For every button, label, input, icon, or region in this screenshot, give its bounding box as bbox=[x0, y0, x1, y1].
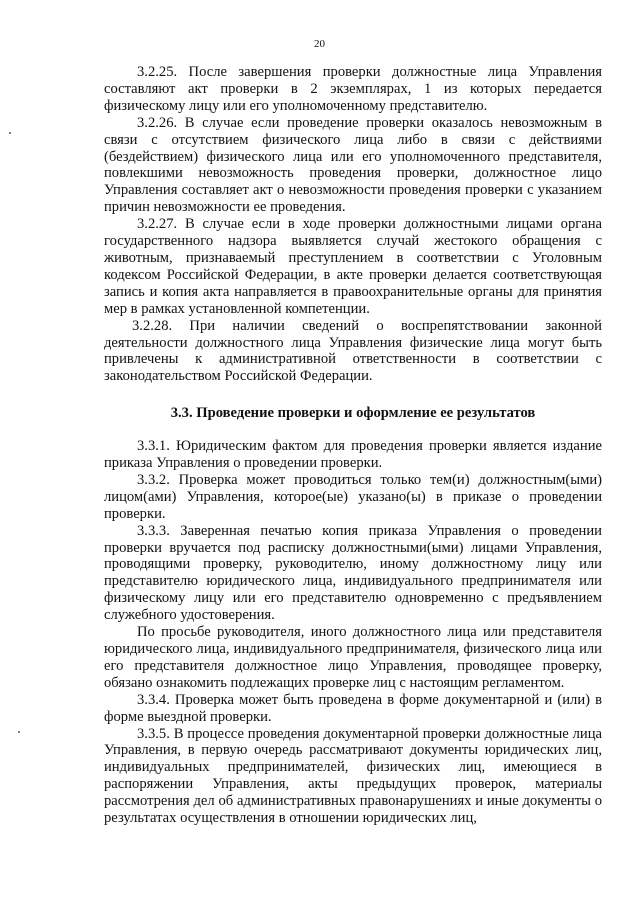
paragraph-3-3-3: 3.3.3. Заверенная печатью копия приказа Управления о проведении проверки вручается под расписку должностными(ыми) лицами Управления, проводящими проверку, руководителю, иному должностному лицу или представителю юридического лица, индивидуального предпринимателя или физическому лицу или его представителю одновременно с предъявлением служебного удостоверения. bbox=[104, 522, 602, 624]
paragraph-3-2-26: 3.2.26. В случае если проведение проверки оказалось невозможным в связи с отсутствием физического лица либо в связи с действиями (бездействием) физического лица или его уполномоченного представителя, повлекшими невозможность проведения проверки, должностное лицо Управления составляет акт о невозможности проведения проверки с указанием причин невозможности ее проведения. bbox=[104, 114, 602, 216]
paragraph-3-2-28: 3.2.28. При наличии сведений о воспрепятствовании законной деятельности должностного лица Управления физические лица могут быть привлечены к административной ответственности в соответствии с законодательством Российской Федерации. bbox=[104, 317, 602, 385]
paragraph-3-2-27: 3.2.27. В случае если в ходе проверки должностными лицами органа государственного надзора выявляется случай жестокого обращения с животным, признаваемый преступлением в соответствии с Уголовным кодексом Российской Федерации, в акте проверки делается соответствующая запись и копия акта направляется в правоохранительные органы для принятия мер в рамках установленной компетенции. bbox=[104, 216, 602, 317]
paragraph-3-3-1: 3.3.1. Юридическим фактом для проведения проверки является издание приказа Управления о проведении проверки. bbox=[104, 438, 602, 472]
document-body bbox=[104, 64, 602, 827]
scan-speck bbox=[9, 132, 11, 134]
paragraph-3-3-5: 3.3.5. В процессе проведения документарной проверки должностные лица Управления, в первую очередь рассматривают документы юридических лиц, индивидуальных предпринимателей, физических лиц, имеющиеся в распоряжении Управления, акты предыдущих проверок, материалы рассмотрения дел об административных правонарушениях и иные документы о результатах осуществления в отношении юридических лиц, bbox=[104, 725, 602, 827]
scan-speck bbox=[18, 731, 20, 733]
paragraph-3-3-2: 3.3.2. Проверка может проводиться только тем(и) должностным(ыми) лицом(ами) Управления, которое(ые) указано(ы) в приказе о проведении проверки. bbox=[104, 471, 602, 522]
page-number: 20 bbox=[314, 38, 325, 50]
paragraph-3-3-4: 3.3.4. Проверка может быть проведена в форме документарной и (или) в форме выездной проверки. bbox=[104, 691, 602, 725]
section-heading: 3.3. Проведение проверки и оформление ее результатов bbox=[170, 405, 536, 422]
paragraph-3-2-25: 3.2.25. После завершения проверки должностные лица Управления составляют акт проверки в 2 экземплярах, 1 из которых передается физическому лицу или его уполномоченному представителю. bbox=[104, 64, 602, 114]
paragraph-request: По просьбе руководителя, иного должностного лица или представителя юридического лица, индивидуального предпринимателя, физического лица или его представителя должностное лицо Управления, проводящее проверку, обязано ознакомить подлежащих проверке лиц с настоящим регламентом. bbox=[104, 624, 602, 691]
